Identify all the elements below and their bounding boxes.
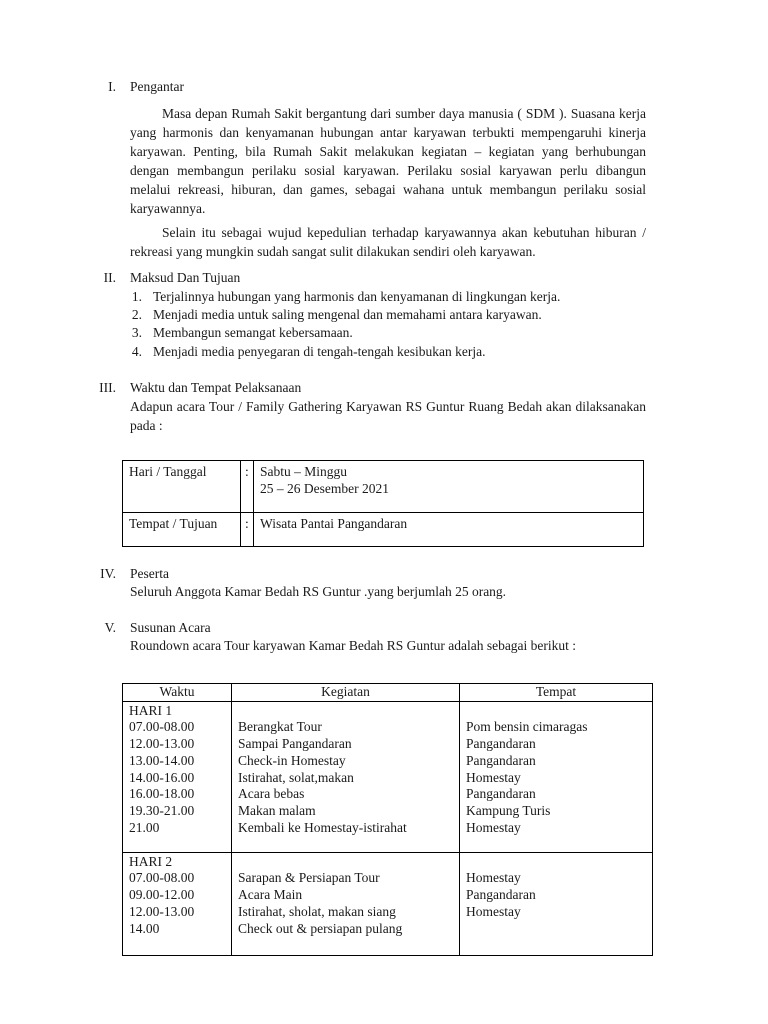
place-entry: Homestay [466, 769, 521, 785]
time-entry: 12.00-13.00 [129, 736, 195, 752]
place-entry: Pom bensin cimaragas [466, 719, 588, 735]
activity-entry: Makan malam [238, 802, 316, 818]
place-entry: Homestay [466, 903, 521, 919]
time-entry: 12.00-13.00 [129, 903, 195, 919]
list-item-number: 2. [131, 307, 142, 322]
list-item-text: Menjadi media untuk saling mengenal dan memahami antara karyawan. [153, 307, 542, 322]
day1-time-cell [123, 701, 232, 852]
date-value-cell [254, 461, 644, 513]
date-days: Sabtu – Minggu [260, 464, 348, 479]
destination-label-cell: Tempat / Tujuan [123, 513, 241, 547]
section-title-peserta: Peserta [130, 566, 169, 581]
time-entry: 13.00-14.00 [129, 752, 195, 768]
header-tempat: Tempat [460, 684, 653, 702]
intro-paragraph-2: Selain itu sebagai wujud kepedulian terhadap karyawannya akan kebutuhan hiburan / rekreasi yang mungkin sudah sangat sulit dilakukan sendiri oleh karyawan. [130, 225, 646, 259]
section-numeral-2: II. [103, 270, 116, 285]
section-title-susunan-acara: Susunan Acara [130, 620, 211, 635]
section-title-waktu-tempat: Waktu dan Tempat Pelaksanaan [130, 380, 302, 395]
day1-place-cell [460, 701, 653, 852]
day2-activity-cell [232, 852, 460, 955]
place-entry: Homestay [466, 819, 521, 835]
list-item-text: Terjalinnya hubungan yang harmonis dan kenyamanan di lingkungan kerja. [153, 289, 561, 304]
place-entry: Kampung Turis [466, 802, 551, 818]
section-numeral-1: I. [108, 79, 116, 94]
table-row-day2 [123, 852, 653, 955]
time-entry: 09.00-12.00 [129, 887, 195, 903]
schedule-intro-paragraph: Adapun acara Tour / Family Gathering Karyawan RS Guntur Ruang Bedah akan dilaksanakan pada : [130, 399, 646, 433]
activity-entry: Acara Main [238, 887, 303, 903]
section-numeral-3: III. [99, 380, 116, 395]
rundown-table [122, 683, 653, 956]
section-title-maksud-tujuan: Maksud Dan Tujuan [130, 270, 241, 285]
place-entry: Pangandaran [466, 752, 536, 768]
time-entry: 07.00-08.00 [129, 870, 195, 886]
section-title-pengantar: Pengantar [130, 79, 184, 94]
destination-value-cell: Wisata Pantai Pangandaran [254, 513, 644, 547]
activity-entry: Acara bebas [238, 786, 305, 802]
time-entry: 21.00 [129, 819, 160, 835]
place-entry: Pangandaran [466, 786, 536, 802]
colon-cell: : [241, 513, 254, 547]
header-waktu: Waktu [123, 684, 232, 702]
activity-entry: Sarapan & Persiapan Tour [238, 870, 380, 886]
activity-entry: Istirahat, solat,makan [238, 769, 354, 785]
time-entry: 19.30-21.00 [129, 802, 195, 818]
time-entry: 16.00-18.00 [129, 786, 195, 802]
day1-activity-cell [232, 701, 460, 852]
date-range: 25 – 26 Desember 2021 [260, 481, 389, 496]
table-row-day1 [123, 701, 653, 852]
table-row [123, 461, 644, 513]
time-entry: 14.00-16.00 [129, 769, 195, 785]
time-entry: 14.00 [129, 920, 160, 936]
event-info-table [122, 460, 644, 547]
list-item-text: Menjadi media penyegaran di tengah-tengah kesibukan kerja. [153, 344, 486, 359]
time-entry: 07.00-08.00 [129, 719, 195, 735]
place-entry: Homestay [466, 870, 521, 886]
header-kegiatan: Kegiatan [232, 684, 460, 702]
activity-entry: Berangkat Tour [238, 719, 322, 735]
table-row [123, 513, 644, 547]
day2-place-cell [460, 852, 653, 955]
list-item-number: 1. [131, 289, 142, 304]
list-item-number: 3. [131, 325, 142, 340]
day1-label: HARI 1 [129, 702, 173, 718]
activity-entry: Check out & persiapan pulang [238, 920, 403, 936]
place-entry: Pangandaran [466, 887, 536, 903]
activity-entry: Kembali ke Homestay-istirahat [238, 819, 407, 835]
activity-entry: Check-in Homestay [238, 752, 346, 768]
activity-entry: Sampai Pangandaran [238, 736, 352, 752]
place-entry: Pangandaran [466, 736, 536, 752]
intro-paragraph-1: Masa depan Rumah Sakit bergantung dari sumber daya manusia ( SDM ). Suasana kerja yang harmonis dan kenyamanan hubungan antar karyawan terbukti mempengaruhi kinerja karyawan. Penting, bila Rumah Sakit melakukan kegiatan – kegiatan yang berhubungan dengan membangun perilaku sosial karyawan. Perilaku sosial karyawan perlu dibangun melalui rekreasi, hiburan, dan games, sebagai wahana untuk membangun perilaku sosial karyawannya. [130, 106, 646, 216]
date-label-cell: Hari / Tanggal [123, 461, 241, 513]
list-item-number: 4. [131, 344, 142, 359]
colon-cell: : [241, 461, 254, 513]
day2-time-cell [123, 852, 232, 955]
participants-text: Seluruh Anggota Kamar Bedah RS Guntur .yang berjumlah 25 orang. [130, 584, 507, 599]
day2-label: HARI 2 [129, 853, 173, 869]
list-item-text: Membangun semangat kebersamaan. [153, 325, 353, 340]
rundown-intro-text: Roundown acara Tour karyawan Kamar Bedah RS Guntur adalah sebagai berikut : [130, 638, 577, 653]
section-numeral-5: V. [104, 620, 116, 635]
activity-entry: Istirahat, sholat, makan siang [238, 903, 396, 919]
section-numeral-4: IV. [100, 566, 116, 581]
table-header-row [123, 684, 653, 702]
